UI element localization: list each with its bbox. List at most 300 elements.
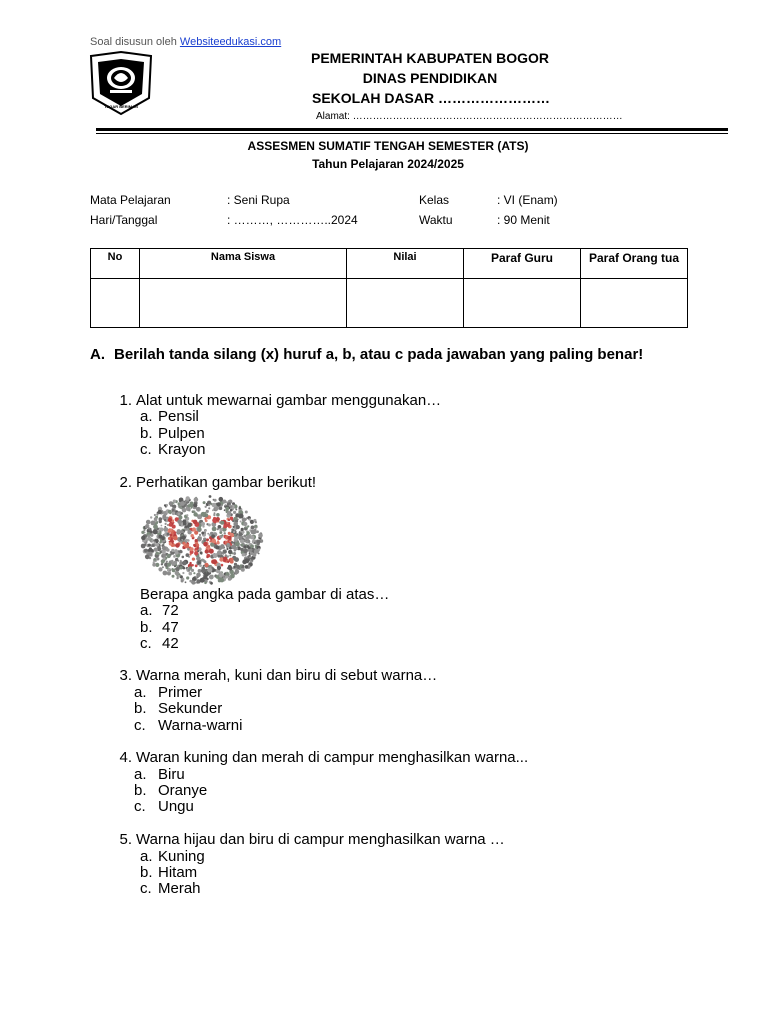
plate-dot-figure [175,543,180,548]
option-text: Pensil [158,408,199,425]
plate-dot [204,540,206,542]
plate-dot [193,572,195,574]
option-letter: b. [140,864,153,881]
plate-dot [154,541,156,543]
plate-dot [152,544,155,547]
plate-dot [182,556,185,559]
plate-dot [244,528,247,531]
plate-dot [258,533,263,538]
header-line-1: PEMERINTAH KABUPATEN BOGOR [311,50,549,66]
plate-dot-figure [169,529,172,532]
plate-dot [182,561,187,566]
plate-dot-figure [204,518,206,520]
plate-dot [203,501,206,504]
plate-dot [240,539,244,543]
question-text: Perhatikan gambar berikut! [136,474,317,491]
plate-dot [144,544,146,546]
plate-dot [169,501,173,505]
plate-dot [217,550,222,555]
question-number: 5. [119,831,132,848]
option-text: Biru [158,766,185,783]
plate-dot [212,503,216,507]
plate-dot [182,535,186,539]
plate-dot [210,582,213,585]
plate-dot [233,552,236,555]
plate-dot [225,575,228,578]
date-label: Hari/Tanggal [90,213,158,227]
plate-dot [153,524,158,529]
question-number: 1. [119,392,132,409]
question-text: Warna hijau dan biru di campur menghasilkan warna … [136,831,505,848]
plate-dot [227,511,231,515]
question-2-subtext: Berapa angka pada gambar di atas… [140,586,390,603]
plate-dot [228,577,232,581]
option-letter: c. [134,717,146,734]
plate-dot [167,563,171,567]
plate-dot-figure [169,523,172,526]
plate-dot [186,553,190,557]
plate-dot [191,569,194,572]
col-no: No [91,249,140,279]
plate-dot-figure [168,518,172,522]
option-3c[interactable] [134,718,242,735]
plate-dot [145,525,148,528]
plate-dot [250,544,254,548]
plate-dot-figure [213,520,217,524]
plate-dot [161,525,163,527]
plate-dot [198,569,202,573]
plate-dot [242,560,247,565]
plate-dot [180,550,182,552]
plate-dot-figure [228,519,230,521]
option-text: Oranye [158,782,208,799]
plate-dot [159,517,163,521]
plate-dot [141,536,146,541]
question-number: 3. [119,667,132,684]
plate-dot [172,575,175,578]
plate-dot-figure [211,539,216,544]
plate-dot [251,558,253,560]
section-a-text: Berilah tanda silang (x) huruf a, b, atau c pada jawaban yang paling benar! [114,346,644,363]
plate-dot [240,564,242,566]
plate-dot-figure [172,525,176,529]
option-5c[interactable] [140,881,201,898]
plate-dot [148,552,153,557]
option-letter: b. [140,425,153,442]
plate-dot [209,575,214,580]
option-2c[interactable] [140,636,179,653]
option-1c[interactable] [140,442,206,459]
plate-dot [167,554,171,558]
plate-dot [235,509,237,511]
plate-dot [241,528,244,531]
plate-dot [201,512,206,517]
plate-dot [208,507,210,509]
option-letter: a. [140,408,153,425]
question-5 [110,832,505,849]
plate-dot [211,534,215,538]
cell-no[interactable] [91,279,140,328]
cell-nama-siswa[interactable] [140,279,347,328]
time-value: : 90 Menit [497,213,550,227]
plate-dot [175,567,179,571]
plate-dot-figure [190,547,194,551]
plate-dot [239,507,242,510]
question-number: 2. [119,474,132,491]
plate-dot-figure [223,557,227,561]
plate-dot [141,531,144,534]
plate-dot [220,578,225,583]
option-letter: c. [140,441,152,458]
plate-dot-figure [169,534,172,537]
plate-dot [155,543,159,547]
plate-dot [201,532,204,535]
option-letter: a. [134,766,147,783]
plate-dot [193,512,197,516]
subject-value: : Seni Rupa [227,193,290,207]
plate-dot [187,501,189,503]
plate-dot [188,569,191,572]
plate-dot [214,499,217,502]
question-number: 4. [119,749,132,766]
option-4c[interactable] [134,799,194,816]
plate-dot [164,519,166,521]
plate-dot-figure [191,534,194,537]
plate-dot [171,560,174,563]
plate-dot [163,557,166,560]
plate-dot [173,500,176,503]
class-value: : VI (Enam) [497,193,558,207]
plate-dot [236,533,238,535]
section-a-label: A. [90,346,105,363]
plate-dot [207,533,209,535]
plate-dot [206,510,209,513]
option-text: 47 [162,619,179,636]
plate-dot [224,532,226,534]
plate-dot-figure [219,557,223,561]
plate-dot-figure [189,562,191,564]
plate-dot [216,513,220,517]
plate-dot [175,558,178,561]
plate-dot [239,532,243,536]
plate-dot-figure [189,553,191,555]
plate-dot [251,529,256,534]
plate-dot [250,535,254,539]
plate-dot [154,517,158,521]
plate-dot [180,501,185,506]
plate-dot [231,541,234,544]
plate-dot [163,554,166,557]
plate-dot-figure [174,531,177,534]
plate-dot [212,527,217,532]
plate-dot [182,572,184,574]
plate-dot [220,521,224,525]
plate-dot [148,527,150,529]
question-2 [110,475,316,492]
academic-year: Tahun Pelajaran 2024/2025 [312,157,464,171]
plate-dot [222,500,226,504]
plate-dot [161,559,165,563]
plate-dot [230,509,233,512]
plate-dot [242,518,246,522]
question-3 [110,668,437,685]
plate-dot-figure [203,542,207,546]
plate-dot [199,534,201,536]
plate-dot-figure [193,544,195,546]
plate-dot [256,540,260,544]
option-letter: c. [140,635,152,652]
score-table [90,248,688,328]
plate-dot [199,564,202,567]
option-text: Krayon [158,441,206,458]
option-text: Hitam [158,864,198,881]
cell-paraf-guru[interactable] [464,279,581,328]
plate-dot [162,515,166,519]
plate-dot-figure [185,544,189,548]
plate-dot [173,555,176,558]
plate-dot [256,531,258,533]
plate-dot [254,525,257,528]
subject-label: Mata Pelajaran [90,193,171,207]
plate-dot-figure [192,564,194,566]
plate-dot [194,497,199,502]
plate-dot [229,505,231,507]
plate-dot [180,534,182,536]
plate-dot [167,524,169,526]
plate-dot-figure [227,536,231,540]
plate-dot [158,567,162,571]
plate-dot [233,526,235,528]
option-letter: b. [140,619,153,636]
plate-dot [162,566,164,568]
plate-dot [201,522,205,526]
option-text: Pulpen [158,425,205,442]
plate-dot [234,557,239,562]
plate-dot [148,537,151,540]
plate-dot [231,544,236,549]
plate-dot [196,573,201,578]
plate-dot [208,504,210,506]
plate-dot [225,573,227,575]
plate-dot [174,565,176,567]
plate-dot [245,511,248,514]
plate-dot [252,553,256,557]
plate-dot [225,554,227,556]
plate-dot [193,503,197,507]
plate-dot [247,535,251,539]
plate-dot [153,529,158,534]
plate-dot-figure [206,556,208,558]
header-divider-thick [96,128,728,131]
option-text: Sekunder [158,700,223,717]
plate-dot [245,565,248,568]
plate-dot [186,496,190,500]
plate-dot [239,514,244,519]
plate-dot [154,514,156,516]
score-table-header [91,249,688,279]
plate-dot [182,508,187,513]
col-nama-siswa: Nama Siswa [140,249,347,279]
plate-dot [216,575,220,579]
cell-paraf-orang-tua[interactable] [581,279,688,328]
plate-dot [172,512,176,516]
plate-dot [225,504,227,506]
plate-dot [212,509,214,511]
plate-dot-figure [192,537,194,539]
plate-dot [224,509,226,511]
credit-line [90,36,281,48]
option-letter: c. [140,880,152,897]
plate-dot [228,566,233,571]
plate-dot [181,580,184,583]
plate-dot [177,575,180,578]
credit-link[interactable]: Websiteedukasi.com [179,36,282,48]
question-text: Warna merah, kuni dan biru di sebut warna… [136,667,438,684]
plate-dot [158,510,162,514]
plate-dot [197,550,199,552]
plate-dot [152,563,156,567]
plate-dot [162,550,166,554]
col-nilai: Nilai [347,249,464,279]
plate-dot [167,533,170,536]
option-3b[interactable] [134,701,222,718]
plate-dot [240,521,242,523]
plate-dot-figure [204,563,208,567]
plate-dot [164,504,166,506]
plate-dot [242,568,245,571]
plate-dot [166,561,168,563]
plate-dot [200,551,203,554]
plate-dot-figure [169,542,172,545]
plate-dot [222,553,224,555]
plate-dot [242,553,245,556]
plate-dot-figure [217,541,220,544]
header-divider-thin [96,133,728,134]
plate-dot [189,572,193,576]
plate-dot-figure [195,539,198,542]
address-line: Alamat: ……………………………………………………………………… [316,111,623,122]
plate-dot [209,495,212,498]
option-1a[interactable] [140,409,199,426]
option-letter: a. [140,602,153,619]
plate-dot [227,543,230,546]
section-a-instruction [90,346,700,363]
cell-nilai[interactable] [347,279,464,328]
plate-dot [198,561,201,564]
plate-dot [208,524,211,527]
plate-dot [236,525,240,529]
plate-dot [163,527,168,532]
plate-dot-figure [213,517,216,520]
plate-dot-figure [227,561,229,563]
plate-dot-figure [192,558,195,561]
plate-dot [219,528,223,532]
col-paraf-guru: Paraf Guru [464,249,581,279]
option-2a[interactable] [140,603,179,620]
plate-dot [154,548,158,552]
plate-dot [202,559,205,562]
plate-dot [237,567,239,569]
exam-title: ASSESMEN SUMATIF TENGAH SEMESTER (ATS) [247,139,529,153]
plate-dot [183,519,187,523]
plate-dot [177,529,181,533]
plate-dot [171,549,174,552]
plate-dot [256,547,258,549]
plate-dot [159,541,162,544]
plate-dot-figure [206,540,208,542]
plate-dot-figure [168,537,171,540]
option-text: 42 [162,635,179,652]
plate-dot-figure [223,524,227,528]
option-letter: c. [134,798,146,815]
plate-dot [248,518,250,520]
plate-dot [187,530,191,534]
plate-dot [203,575,207,579]
plate-dot-figure [231,518,233,520]
plate-dot [148,544,151,547]
plate-dot [185,581,187,583]
plate-dot [228,500,230,502]
option-text: Kuning [158,848,205,865]
option-text: Warna-warni [158,717,243,734]
header-line-2: DINAS PENDIDIKAN [362,70,498,86]
credit-prefix: Soal disusun oleh [90,36,177,48]
plate-dot [239,544,241,546]
plate-dot [231,528,234,531]
plate-dot-figure [209,541,211,543]
plate-dot-figure [209,549,214,554]
plate-dot [189,580,192,583]
plate-dot-figure [227,522,229,524]
option-text: Ungu [158,798,194,815]
plate-dot [146,520,151,525]
option-letter: a. [140,848,153,865]
plate-dot [186,514,188,516]
plate-dot [213,514,215,516]
plate-dot [162,546,166,550]
plate-dot [207,501,210,504]
plate-dot [187,528,189,530]
plate-dot [161,563,163,565]
option-text: Merah [158,880,201,897]
plate-dot [251,526,255,530]
question-text: Waran kuning dan merah di campur menghasilkan warna... [136,749,529,766]
option-letter: b. [134,700,147,717]
plate-dot [148,534,151,537]
plate-dot [243,549,248,554]
plate-dot [155,552,159,556]
plate-dot [158,535,162,539]
plate-dot [186,539,188,541]
plate-dot [216,546,220,550]
plate-dot [186,576,189,579]
plate-dot [226,548,228,550]
plate-dot [205,506,207,508]
plate-dot-figure [211,560,215,564]
plate-dot [213,553,218,558]
plate-dot [217,566,221,570]
plate-dot [247,525,249,527]
plate-dot [165,523,167,525]
plate-dot [229,554,231,556]
plate-dot [143,529,145,531]
col-paraf-orang-tua: Paraf Orang tua [581,249,688,279]
plate-dot [175,551,179,555]
plate-dot [207,568,212,573]
plate-dot [220,544,224,548]
header-line-3: SEKOLAH DASAR …………………… [312,90,551,106]
plate-dot [179,566,182,569]
